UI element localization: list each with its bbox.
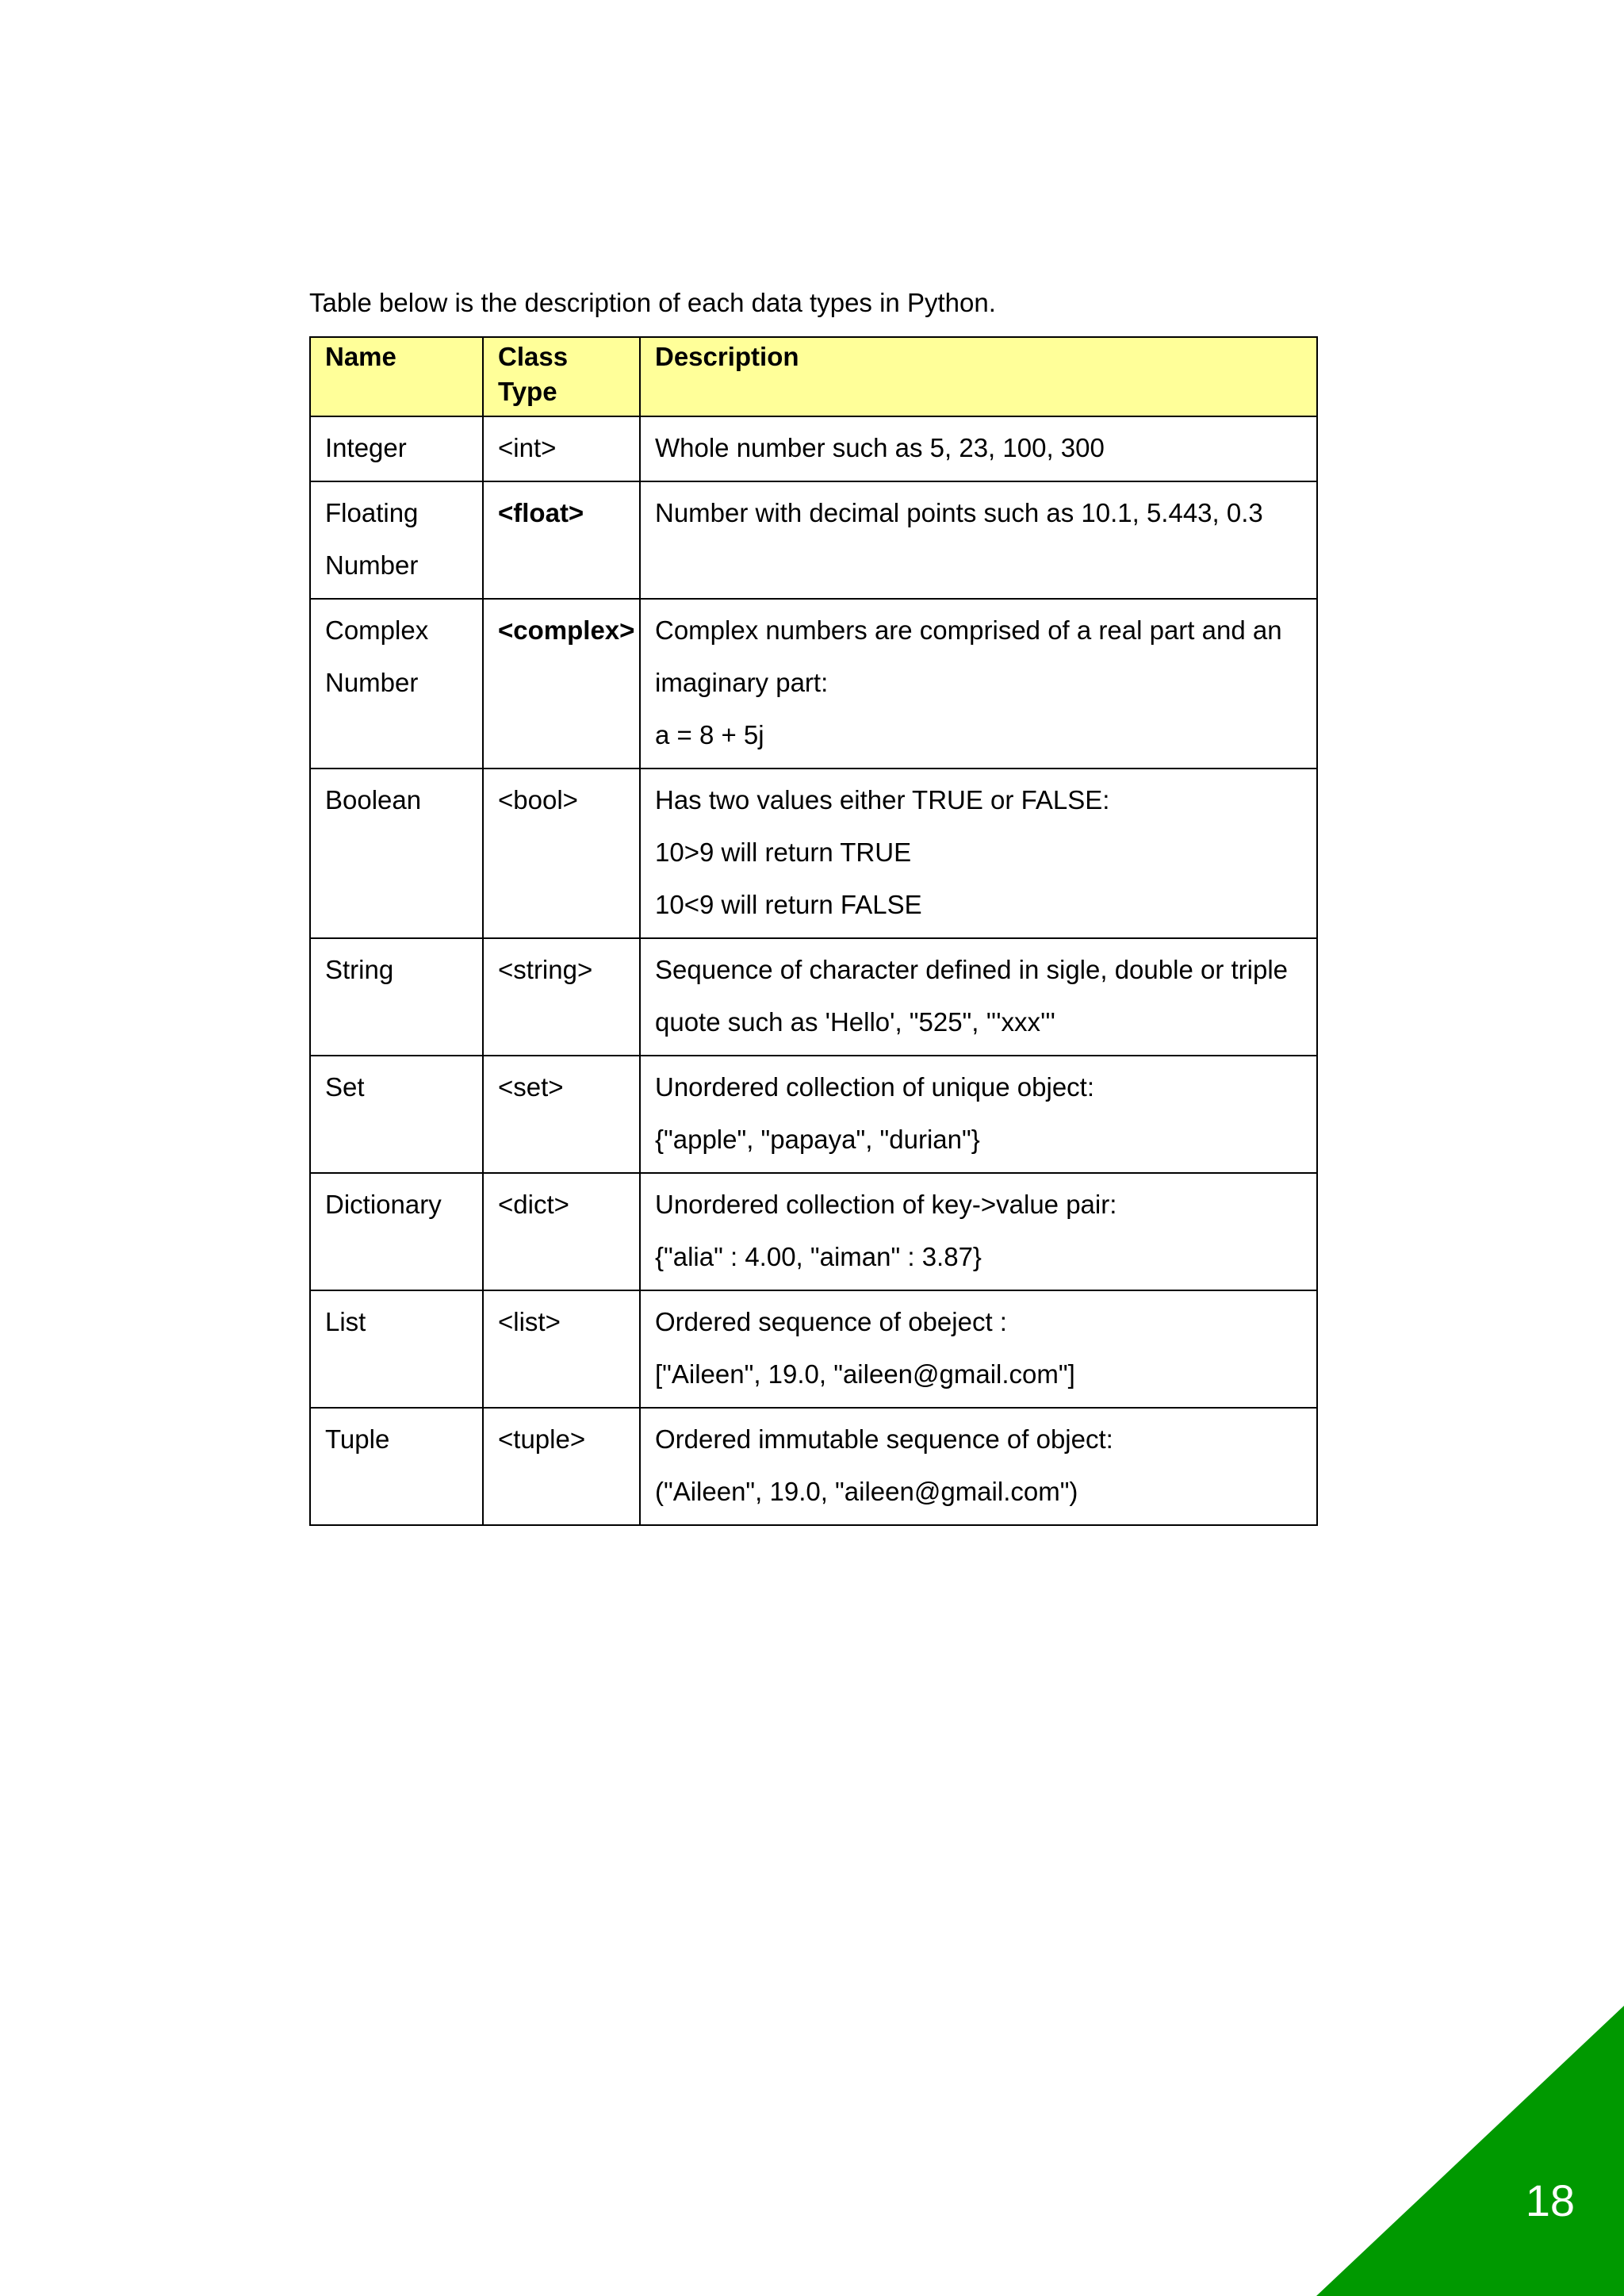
description-line: ("Aileen", 19.0, "aileen@gmail.com") (655, 1477, 1078, 1506)
data-types-table (309, 336, 1318, 1526)
header-name: Name (310, 337, 483, 416)
description-line: {"apple", "papaya", "durian"} (655, 1125, 980, 1154)
description-line: Has two values either TRUE or FALSE: (655, 785, 1110, 815)
page-number: 18 (1525, 2175, 1575, 2225)
table-row (310, 1290, 1317, 1408)
cell-name: String (310, 938, 483, 1056)
table-body (310, 416, 1317, 1525)
description-line: Unordered collection of key->value pair: (655, 1190, 1117, 1219)
cell-name: Tuple (310, 1408, 483, 1525)
description-line: a = 8 + 5j (655, 720, 764, 749)
cell-class-type: <dict> (483, 1173, 640, 1290)
description-line: Unordered collection of unique object: (655, 1072, 1095, 1102)
cell-name: Set (310, 1056, 483, 1173)
cell-class-type: <complex> (483, 599, 640, 769)
cell-class-type: <float> (483, 481, 640, 599)
table-row (310, 416, 1317, 481)
cell-name: Complex Number (310, 599, 483, 769)
cell-description (640, 1290, 1317, 1408)
cell-description (640, 769, 1317, 938)
cell-name: Floating Number (310, 481, 483, 599)
cell-description (640, 1408, 1317, 1525)
cell-name: Integer (310, 416, 483, 481)
cell-class-type: <int> (483, 416, 640, 481)
cell-name: List (310, 1290, 483, 1408)
description-line: Ordered sequence of obeject : (655, 1307, 1007, 1336)
header-description: Description (640, 337, 1317, 416)
cell-class-type: <string> (483, 938, 640, 1056)
cell-class-type: <list> (483, 1290, 640, 1408)
cell-description (640, 938, 1317, 1056)
table-row (310, 1173, 1317, 1290)
description-line: 10>9 will return TRUE (655, 838, 912, 867)
cell-description (640, 416, 1317, 481)
description-line: Ordered immutable sequence of object: (655, 1424, 1113, 1454)
description-line: Number with decimal points such as 10.1, 5.443, 0.3 (655, 498, 1263, 527)
description-line: Complex numbers are comprised of a real part and an imaginary part: (655, 615, 1282, 697)
description-line: Whole number such as 5, 23, 100, 300 (655, 433, 1105, 462)
cell-description (640, 599, 1317, 769)
table-row (310, 481, 1317, 599)
cell-description (640, 1056, 1317, 1173)
corner-triangle (1316, 2006, 1624, 2296)
description-line: Sequence of character defined in sigle, double or triple quote such as 'Hello', "525", '''xxx''' (655, 955, 1289, 1037)
cell-class-type: <bool> (483, 769, 640, 938)
cell-name: Dictionary (310, 1173, 483, 1290)
cell-class-type: <set> (483, 1056, 640, 1173)
description-line: 10<9 will return FALSE (655, 890, 922, 919)
table-row (310, 1056, 1317, 1173)
table-row (310, 599, 1317, 769)
table-row (310, 769, 1317, 938)
intro-paragraph: Table below is the description of each data types in Python. (309, 288, 996, 317)
cell-name: Boolean (310, 769, 483, 938)
cell-description (640, 481, 1317, 599)
table-row (310, 1408, 1317, 1525)
table-header-row (310, 337, 1317, 416)
table-row (310, 938, 1317, 1056)
cell-class-type: <tuple> (483, 1408, 640, 1525)
description-line: ["Aileen", 19.0, "aileen@gmail.com"] (655, 1359, 1075, 1389)
cell-description (640, 1173, 1317, 1290)
description-line: {"alia" : 4.00, "aiman" : 3.87} (655, 1242, 982, 1271)
header-class-type: Class Type (483, 337, 640, 416)
